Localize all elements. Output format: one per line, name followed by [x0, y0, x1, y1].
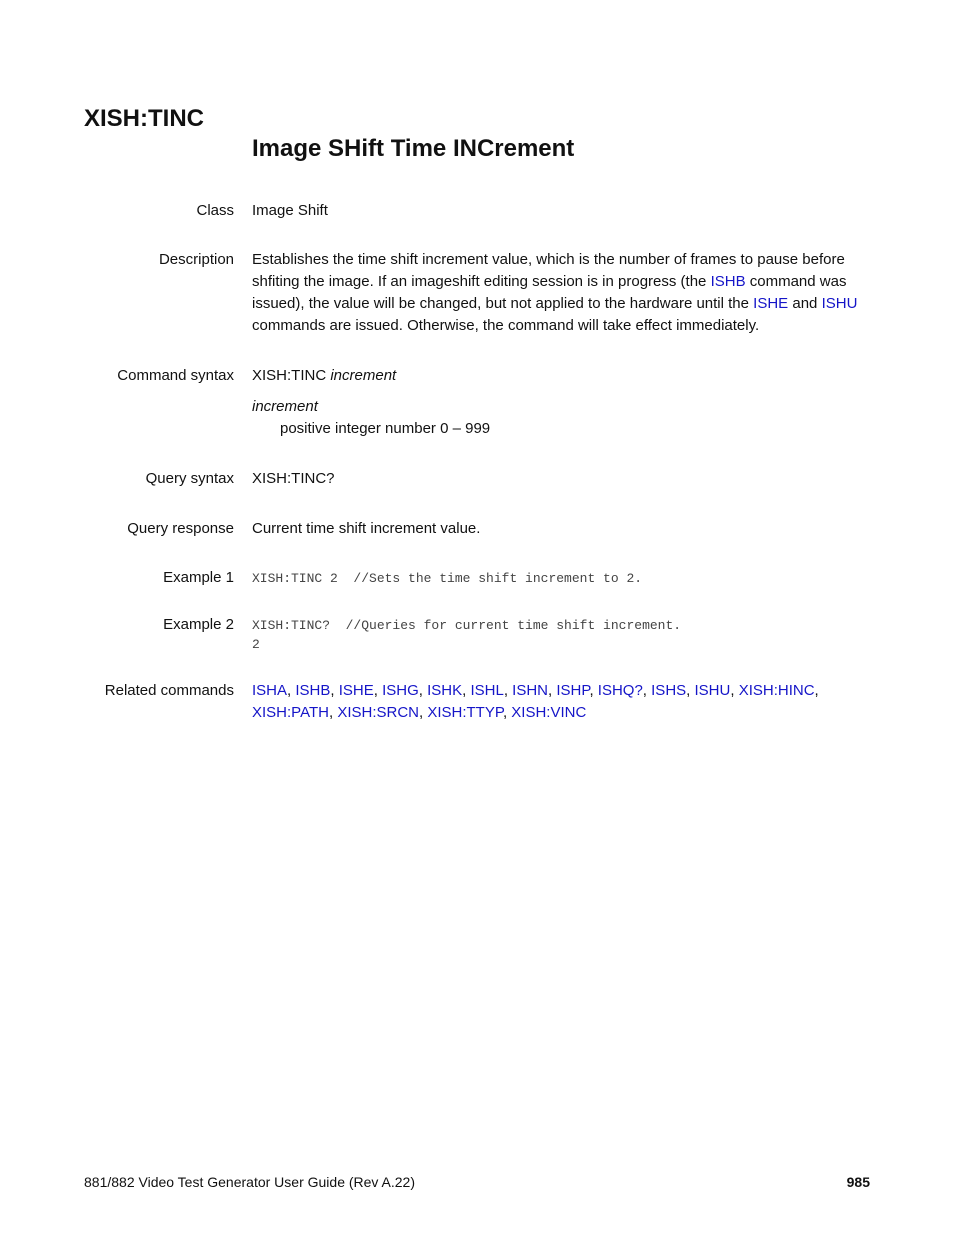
related-link[interactable]: ISHS [651, 682, 687, 699]
description-part: command was issued), the value will be changed, but not applied to the hardware until the [252, 273, 847, 312]
query-syntax-label: Query syntax [145, 470, 234, 487]
description-text [252, 249, 872, 337]
query-response-value: Current time shift increment value. [252, 520, 481, 537]
command-title: XISH:TINC [84, 105, 204, 132]
related-link[interactable]: XISH:HINC [738, 682, 815, 699]
related-link[interactable]: ISHN [512, 682, 549, 699]
related-link[interactable]: XISH:VINC [511, 704, 587, 721]
related-link[interactable]: ISHB [295, 682, 331, 699]
syntax-param: increment [330, 367, 397, 384]
param-name: increment [252, 398, 318, 415]
example2-label: Example 2 [163, 616, 234, 633]
example2-code-line2: 2 [252, 637, 260, 652]
page-number: 985 [846, 1174, 870, 1190]
query-syntax-value: XISH:TINC? [252, 470, 335, 487]
command-syntax-label: Command syntax [117, 367, 234, 384]
footer-title: 881/882 Video Test Generator User Guide (Rev A.22) [84, 1174, 416, 1190]
related-link[interactable]: ISHU [694, 682, 731, 699]
related-link[interactable]: ISHG [382, 682, 419, 699]
related-link[interactable]: ISHE [338, 682, 374, 699]
related-link[interactable]: XISH:PATH [252, 704, 329, 721]
example2-code-line1: XISH:TINC? //Queries for current time shift increment. [252, 618, 682, 633]
related-link[interactable]: ISHQ? [597, 682, 643, 699]
related-link[interactable]: ISHK [427, 682, 463, 699]
command-syntax [252, 365, 872, 387]
example1-code: XISH:TINC 2 //Sets the time shift increment to 2. [252, 571, 643, 586]
description-part: and [788, 295, 822, 312]
related-link[interactable]: ISHP [556, 682, 590, 699]
description-part: commands are issued. Otherwise, the command will take effect immediately. [252, 317, 760, 334]
related-link[interactable]: XISH:SRCN [337, 704, 419, 721]
link-ishe[interactable]: ISHE [753, 295, 789, 312]
example1-label: Example 1 [163, 569, 234, 586]
class-value: Image Shift [252, 202, 328, 219]
link-ishb[interactable]: ISHB [710, 273, 746, 290]
related-link[interactable]: ISHL [470, 682, 504, 699]
related-commands: ISHA, ISHB, ISHE, ISHG, ISHK, ISHL, ISHN, ISHP, ISHQ?, ISHS, ISHU, XISH:HINC, XISH:PATH, XISH:SRCN, XISH:TTYP, XISH:VINC [252, 682, 819, 721]
class-label: Class [196, 202, 234, 219]
query-response-label: Query response [127, 520, 234, 537]
related-link[interactable]: ISHA [252, 682, 288, 699]
command-subtitle: Image SHift Time INCrement [252, 135, 575, 162]
description-label: Description [158, 251, 234, 268]
description-part: Establishes the time shift increment value, which is the number of frames to pause before shfiting the image. If an imageshift editing session is in progress (the [252, 251, 845, 290]
related-link[interactable]: XISH:TTYP [427, 704, 503, 721]
related-label: Related commands [104, 682, 234, 699]
param-description: positive integer number 0 – 999 [280, 420, 491, 437]
link-ishu[interactable]: ISHU [821, 295, 858, 312]
syntax-command: XISH:TINC [252, 367, 331, 384]
